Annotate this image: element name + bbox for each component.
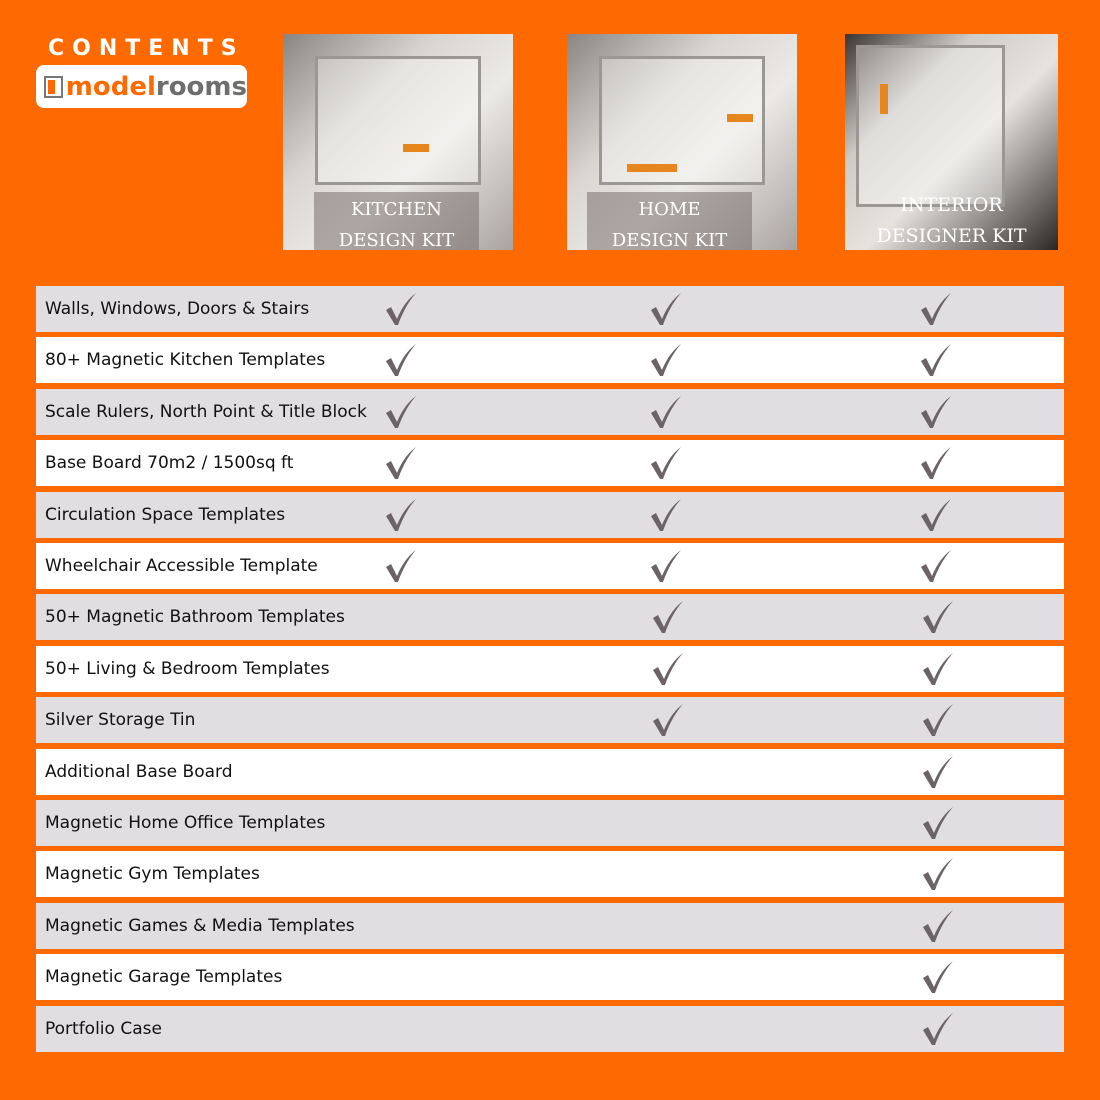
checkmark-icon [648, 445, 684, 481]
checkmark-icon [383, 548, 419, 584]
feature-label: Circulation Space Templates [45, 504, 286, 525]
checkmark-icon [383, 445, 419, 481]
logo-text-model: model [65, 71, 156, 102]
checkmark-icon [650, 651, 686, 687]
checkmark-icon [383, 291, 419, 327]
feature-label: Scale Rulers, North Point & Title Block [45, 401, 367, 422]
logo-text-rooms: rooms [155, 71, 247, 102]
checkmark-icon [920, 754, 956, 790]
feature-row [36, 903, 1064, 949]
checkmark-icon [920, 959, 956, 995]
kit-image-home [567, 34, 797, 250]
checkmark-icon [648, 497, 684, 533]
checkmark-icon [650, 702, 686, 738]
feature-row [36, 389, 1064, 435]
kit-caption: HOME DESIGN KIT [587, 192, 752, 250]
feature-row [36, 851, 1064, 897]
checkmark-icon [648, 291, 684, 327]
feature-row [36, 749, 1064, 795]
feature-label: Additional Base Board [45, 761, 233, 782]
feature-row [36, 337, 1064, 383]
kit-caption: INTERIOR DESIGNER KIT [876, 194, 1027, 247]
feature-label: Walls, Windows, Doors & Stairs [45, 299, 310, 319]
checkmark-icon [918, 497, 954, 533]
checkmark-icon [918, 394, 954, 430]
checkmark-icon [918, 291, 954, 327]
checkmark-icon [648, 342, 684, 378]
feature-row [36, 492, 1064, 538]
checkmark-icon [920, 908, 956, 944]
door-icon [44, 76, 63, 98]
checkmark-icon [920, 599, 956, 635]
feature-label: Magnetic Games & Media Templates [45, 915, 355, 936]
feature-row [36, 800, 1064, 846]
checkmark-icon [648, 548, 684, 584]
checkmark-icon [650, 599, 686, 635]
feature-label: 80+ Magnetic Kitchen Templates [45, 350, 326, 371]
modelrooms-logo [36, 65, 247, 108]
checkmark-icon [383, 394, 419, 430]
feature-label: Wheelchair Accessible Template [45, 556, 318, 576]
checkmark-icon [383, 342, 419, 378]
contents-title: CONTENTS [48, 36, 245, 61]
feature-label: Magnetic Gym Templates [45, 864, 260, 885]
checkmark-icon [648, 394, 684, 430]
feature-row [36, 543, 1064, 589]
checkmark-icon [920, 1011, 956, 1047]
feature-row [36, 440, 1064, 486]
checkmark-icon [920, 856, 956, 892]
feature-row [36, 1006, 1064, 1052]
feature-row [36, 954, 1064, 1000]
checkmark-icon [920, 651, 956, 687]
checkmark-icon [920, 805, 956, 841]
checkmark-icon [918, 445, 954, 481]
feature-row [36, 286, 1064, 332]
feature-row [36, 697, 1064, 743]
checkmark-icon [918, 342, 954, 378]
feature-label: Portfolio Case [45, 1018, 162, 1039]
feature-label: Base Board 70m2 / 1500sq ft [45, 453, 294, 474]
checkmark-icon [918, 548, 954, 584]
feature-row [36, 594, 1064, 640]
kit-image-kitchen [283, 34, 513, 250]
feature-label: 50+ Living & Bedroom Templates [45, 658, 330, 679]
feature-row [36, 646, 1064, 692]
feature-label: 50+ Magnetic Bathroom Templates [45, 607, 345, 628]
feature-label: Magnetic Home Office Templates [45, 813, 326, 833]
kit-image-interior [845, 34, 1058, 250]
kit-caption: KITCHEN DESIGN KIT [314, 192, 479, 250]
feature-label: Silver Storage Tin [45, 710, 196, 731]
checkmark-icon [920, 702, 956, 738]
feature-label: Magnetic Garage Templates [45, 967, 283, 988]
checkmark-icon [383, 497, 419, 533]
